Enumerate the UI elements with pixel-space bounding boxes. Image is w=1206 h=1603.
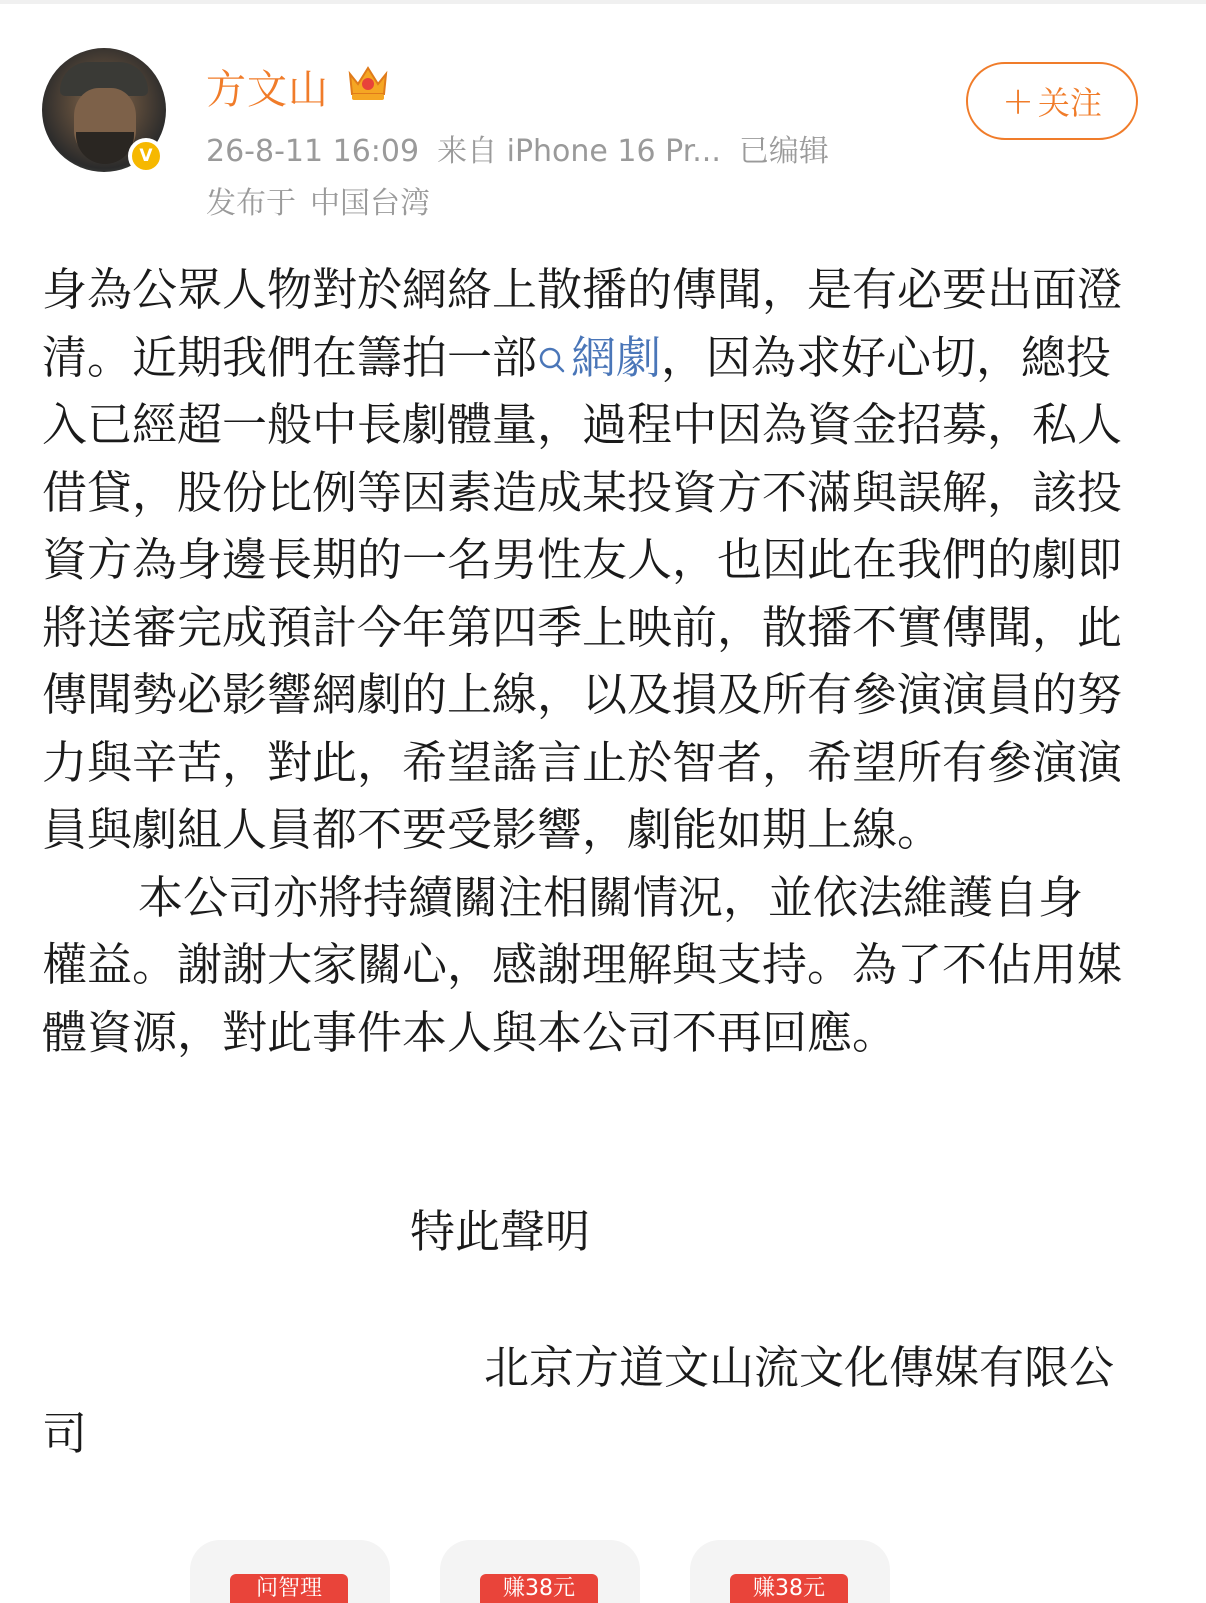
location-label: 发布于 — [206, 186, 296, 221]
post-text-1b: ，因為求好心切，總投入已經超一般中長劇體量，過程中因為資金招募，私人借貸，股份比例等因素造成某投資方不滿與誤解，該投資方為身邊長期的一名男性友人，也因此在我們的劇即將送審完成預計今年第四季上映前，散播不實傳聞，此傳聞勢必影響網劇的上線，以及損及所有參演演員的努力與辛苦，對此，希望謠言止於智者，希望所有參演演員與劇組人員都不要受影響，劇能如期上線。 — [42, 330, 1123, 856]
top-divider — [0, 0, 1206, 4]
plus-icon: + — [1002, 79, 1034, 123]
location-value: 中国台湾 — [310, 186, 430, 221]
post-text-1a: 身為公眾人物對於網絡上散播的傳聞，是有必要出面澄清。近期我們在籌拍一部 — [42, 263, 1123, 384]
bottom-card-label-1[interactable]: 问智理 — [230, 1574, 348, 1603]
post-meta — [206, 126, 847, 170]
topic-link[interactable] — [537, 331, 661, 384]
username[interactable]: 方文山 — [206, 67, 329, 113]
post-paragraph-2: 本公司亦將持續關注相關情況，並依法維護自身權益。謝謝大家關心，感謝理解與支持。為了不佔用媒體資源，對此事件本人與本公司不再回應。 — [42, 870, 1123, 1059]
crown-icon — [344, 60, 392, 104]
declaration: 特此聲明 — [410, 1205, 591, 1258]
company-name-line1: 北京方道文山流文化傳媒有限公 — [484, 1341, 1115, 1394]
verified-badge-icon: V — [128, 138, 164, 174]
bottom-card-label-2[interactable]: 赚38元 — [480, 1574, 598, 1603]
post-source[interactable]: 来自 iPhone 16 Pr... — [437, 134, 721, 169]
avatar-beard — [76, 132, 134, 164]
post-body — [42, 256, 1122, 1066]
bottom-card-label-3[interactable]: 赚38元 — [730, 1574, 848, 1603]
search-icon — [537, 345, 567, 375]
follow-label: 关注 — [1037, 84, 1102, 122]
post-timestamp: 26-8-11 16:09 — [206, 134, 420, 169]
edited-label[interactable]: 已编辑 — [738, 134, 829, 169]
post-location — [206, 178, 444, 222]
company-name-line2: 司 — [42, 1407, 88, 1460]
follow-button[interactable] — [966, 62, 1138, 140]
post-paragraph-1 — [42, 256, 1122, 864]
topic-label: 網劇 — [571, 330, 662, 384]
